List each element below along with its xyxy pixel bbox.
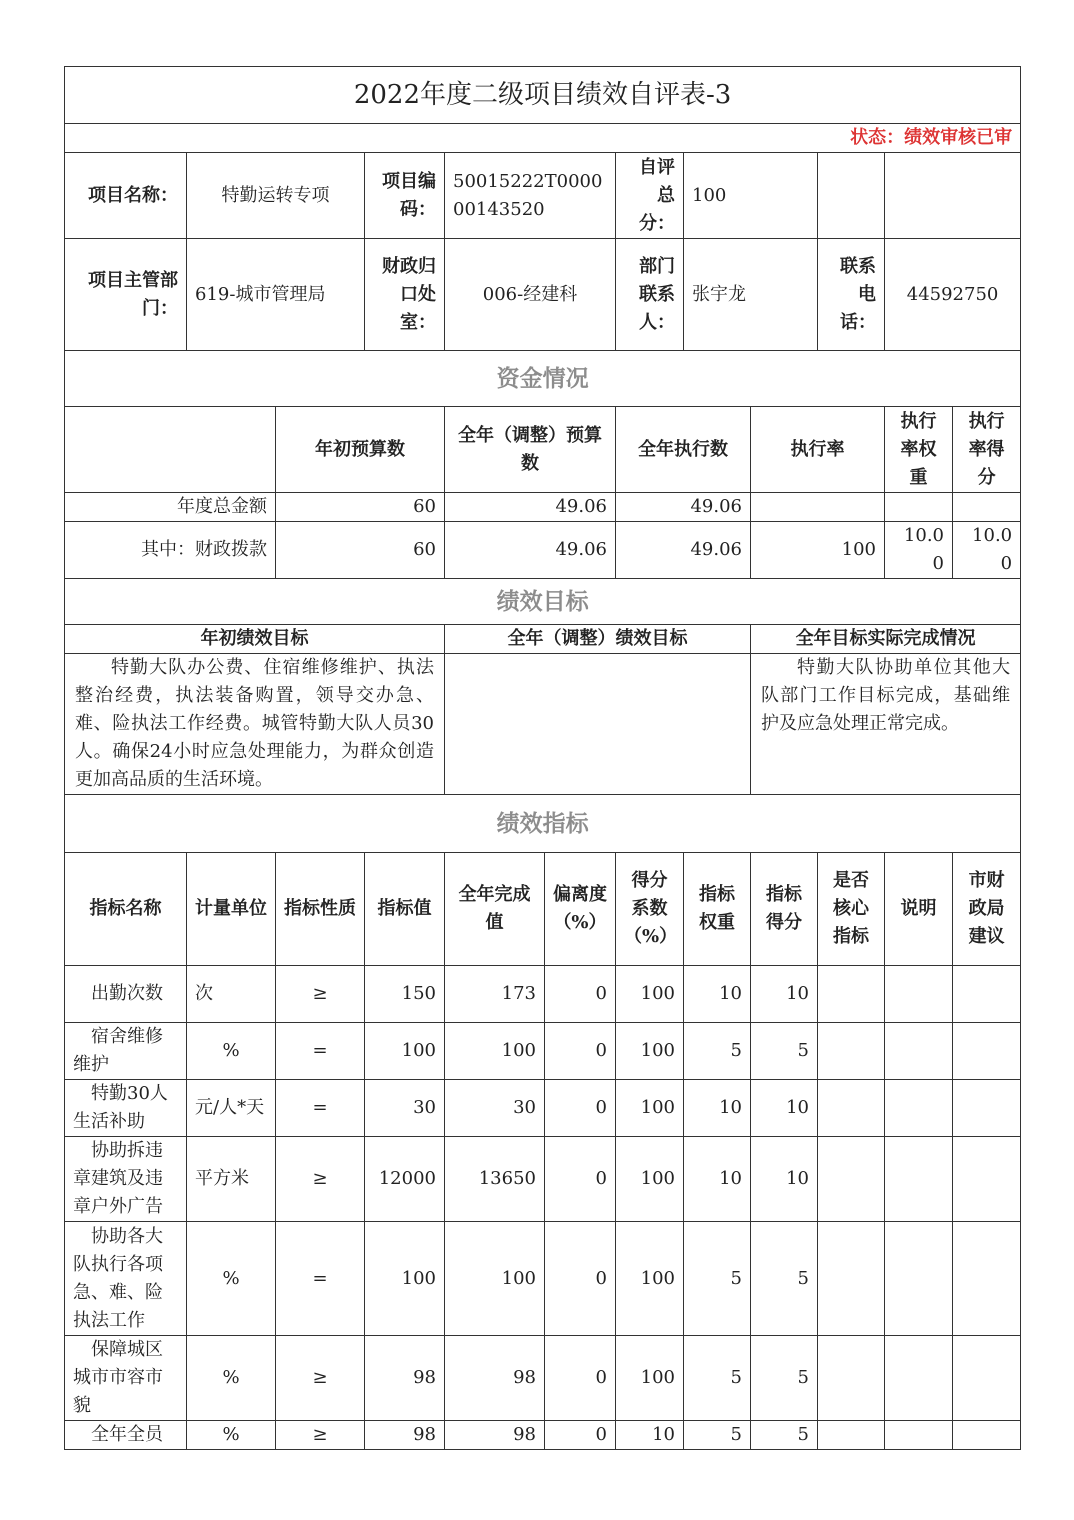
ind-name: 协助各大队执行各项急、难、险执法工作 (65, 1222, 187, 1336)
phone-value: 44592750 (885, 239, 1021, 351)
ind-name: 出勤次数 (65, 966, 187, 1023)
phone-label: 联系电话： (818, 239, 885, 351)
funds-rate (751, 493, 885, 522)
ind-core (818, 1336, 885, 1421)
empty-cell (65, 407, 276, 493)
ind-value: 30 (365, 1080, 445, 1137)
project-name: 特勤运转专项 (187, 153, 365, 239)
funds-adjusted: 49.06 (445, 493, 616, 522)
funds-initial: 60 (276, 493, 445, 522)
ind-nature: = (276, 1222, 365, 1336)
ind-score: 10 (751, 966, 818, 1023)
ind-score: 5 (751, 1336, 818, 1421)
contact-label: 部门联系人： (616, 239, 684, 351)
table-row (65, 493, 1021, 522)
funds-header-score: 执行率得分 (953, 407, 1021, 493)
ind-score: 5 (751, 1421, 818, 1450)
ind-unit: 元/人*天 (187, 1080, 276, 1137)
ind-weight: 10 (684, 1080, 751, 1137)
ind-nature: ≥ (276, 1137, 365, 1222)
ind-completed: 100 (445, 1023, 545, 1080)
ind-advice (953, 1222, 1021, 1336)
ind-score: 10 (751, 1137, 818, 1222)
ind-core (818, 1023, 885, 1080)
ind-name: 宿舍维修维护 (65, 1023, 187, 1080)
ind-core (818, 1137, 885, 1222)
ind-deviation: 0 (545, 1222, 616, 1336)
ind-name: 协助拆违章建筑及违章户外广告 (65, 1137, 187, 1222)
goals-header-adjusted: 全年（调整）绩效目标 (445, 625, 751, 654)
ind-header-note: 说明 (885, 853, 953, 966)
table-row (65, 1023, 1021, 1080)
ind-completed: 30 (445, 1080, 545, 1137)
ind-name: 全年全员 (65, 1421, 187, 1450)
funds-executed: 49.06 (616, 522, 751, 579)
funds-weight (885, 493, 953, 522)
ind-advice (953, 1023, 1021, 1080)
funds-adjusted: 49.06 (445, 522, 616, 579)
ind-coef: 100 (616, 1336, 684, 1421)
ind-completed: 173 (445, 966, 545, 1023)
goals-header-actual: 全年目标实际完成情况 (751, 625, 1021, 654)
ind-weight: 10 (684, 966, 751, 1023)
funds-weight: 10.00 (885, 522, 953, 579)
funds-row-label: 年度总金额 (65, 493, 276, 522)
funds-rate: 100 (751, 522, 885, 579)
ind-header-advice: 市财政局建议 (953, 853, 1021, 966)
indicators-section-title: 绩效指标 (65, 795, 1021, 853)
funds-score: 10.00 (953, 522, 1021, 579)
funds-header-weight: 执行率权重 (885, 407, 953, 493)
funds-header-adjusted: 全年（调整）预算数 (445, 407, 616, 493)
funds-header-executed: 全年执行数 (616, 407, 751, 493)
ind-coef: 100 (616, 1023, 684, 1080)
ind-advice (953, 1336, 1021, 1421)
table-row (65, 966, 1021, 1023)
table-row (65, 1336, 1021, 1421)
ind-completed: 98 (445, 1421, 545, 1450)
table-row (65, 522, 1021, 579)
dept-label: 项目主管部门： (65, 239, 187, 351)
funds-header-rate: 执行率 (751, 407, 885, 493)
ind-deviation: 0 (545, 1421, 616, 1450)
ind-note (885, 1080, 953, 1137)
funds-row-label: 其中：财政拨款 (65, 522, 276, 579)
ind-score: 5 (751, 1222, 818, 1336)
ind-value: 100 (365, 1222, 445, 1336)
ind-header-completed: 全年完成值 (445, 853, 545, 966)
table-row (65, 1421, 1021, 1450)
ind-weight: 10 (684, 1137, 751, 1222)
ind-header-name: 指标名称 (65, 853, 187, 966)
ind-value: 100 (365, 1023, 445, 1080)
ind-nature: = (276, 1023, 365, 1080)
ind-advice (953, 1421, 1021, 1450)
ind-name: 特勤30人生活补助 (65, 1080, 187, 1137)
ind-header-coef: 得分系数（%） (616, 853, 684, 966)
ind-value: 98 (365, 1336, 445, 1421)
ind-note (885, 1421, 953, 1450)
goals-initial-text: 特勤大队办公费、住宿维修维护、执法整治经费，执法装备购置，领导交办急、难、险执法工作经费。城管特勤大队人员30人。确保24小时应急处理能力，为群众创造更加高品质的生活环境。 (65, 654, 445, 795)
ind-note (885, 1137, 953, 1222)
ind-unit: 次 (187, 966, 276, 1023)
empty-cell (885, 153, 1021, 239)
funds-score (953, 493, 1021, 522)
ind-unit: % (187, 1421, 276, 1450)
ind-nature: ≥ (276, 1336, 365, 1421)
ind-coef: 100 (616, 1080, 684, 1137)
ind-completed: 100 (445, 1222, 545, 1336)
ind-unit: % (187, 1222, 276, 1336)
page-title: 2022年度二级项目绩效自评表-3 (65, 67, 1021, 124)
ind-header-deviation: 偏离度（%） (545, 853, 616, 966)
ind-core (818, 966, 885, 1023)
funds-executed: 49.06 (616, 493, 751, 522)
funds-section-title: 资金情况 (65, 351, 1021, 407)
ind-deviation: 0 (545, 1336, 616, 1421)
ind-deviation: 0 (545, 966, 616, 1023)
ind-value: 150 (365, 966, 445, 1023)
ind-score: 5 (751, 1023, 818, 1080)
table-row (65, 1222, 1021, 1336)
ind-weight: 5 (684, 1222, 751, 1336)
evaluation-form (64, 66, 1020, 1450)
evaluation-table (64, 66, 1021, 1450)
goals-header-initial: 年初绩效目标 (65, 625, 445, 654)
ind-name: 保障城区城市市容市貌 (65, 1336, 187, 1421)
ind-header-core: 是否核心指标 (818, 853, 885, 966)
self-score-label: 自评总分： (616, 153, 684, 239)
ind-completed: 98 (445, 1336, 545, 1421)
project-code-label: 项目编码： (365, 153, 445, 239)
ind-coef: 100 (616, 1137, 684, 1222)
ind-header-nature: 指标性质 (276, 853, 365, 966)
ind-advice (953, 1137, 1021, 1222)
ind-note (885, 966, 953, 1023)
ind-weight: 5 (684, 1023, 751, 1080)
finance-office-label: 财政归口处室： (365, 239, 445, 351)
status-badge: 状态：绩效审核已审 (65, 124, 1021, 153)
ind-advice (953, 1080, 1021, 1137)
ind-score: 10 (751, 1080, 818, 1137)
ind-coef: 100 (616, 966, 684, 1023)
ind-header-score: 指标得分 (751, 853, 818, 966)
ind-header-unit: 计量单位 (187, 853, 276, 966)
goals-section-title: 绩效目标 (65, 579, 1021, 625)
funds-initial: 60 (276, 522, 445, 579)
ind-weight: 5 (684, 1336, 751, 1421)
ind-header-weight: 指标权重 (684, 853, 751, 966)
ind-nature: ≥ (276, 966, 365, 1023)
ind-note (885, 1222, 953, 1336)
ind-core (818, 1080, 885, 1137)
ind-coef: 100 (616, 1222, 684, 1336)
contact-value: 张宇龙 (684, 239, 818, 351)
ind-coef: 10 (616, 1421, 684, 1450)
ind-note (885, 1023, 953, 1080)
funds-header-initial: 年初预算数 (276, 407, 445, 493)
ind-weight: 5 (684, 1421, 751, 1450)
ind-deviation: 0 (545, 1137, 616, 1222)
ind-unit: % (187, 1336, 276, 1421)
ind-core (818, 1222, 885, 1336)
table-row (65, 1080, 1021, 1137)
ind-advice (953, 966, 1021, 1023)
ind-value: 98 (365, 1421, 445, 1450)
empty-cell (818, 153, 885, 239)
ind-value: 12000 (365, 1137, 445, 1222)
table-row (65, 1137, 1021, 1222)
ind-nature: ≥ (276, 1421, 365, 1450)
finance-office-value: 006-经建科 (445, 239, 616, 351)
ind-deviation: 0 (545, 1023, 616, 1080)
self-score: 100 (684, 153, 818, 239)
ind-unit: % (187, 1023, 276, 1080)
goals-adjusted-text (445, 654, 751, 795)
goals-actual-text: 特勤大队协助单位其他大队部门工作目标完成，基础维护及应急处理正常完成。 (751, 654, 1021, 795)
ind-core (818, 1421, 885, 1450)
project-name-label: 项目名称： (65, 153, 187, 239)
ind-note (885, 1336, 953, 1421)
ind-deviation: 0 (545, 1080, 616, 1137)
ind-unit: 平方米 (187, 1137, 276, 1222)
project-code: 50015222T000000143520 (445, 153, 616, 239)
dept-value: 619-城市管理局 (187, 239, 365, 351)
ind-completed: 13650 (445, 1137, 545, 1222)
ind-nature: = (276, 1080, 365, 1137)
ind-header-value: 指标值 (365, 853, 445, 966)
